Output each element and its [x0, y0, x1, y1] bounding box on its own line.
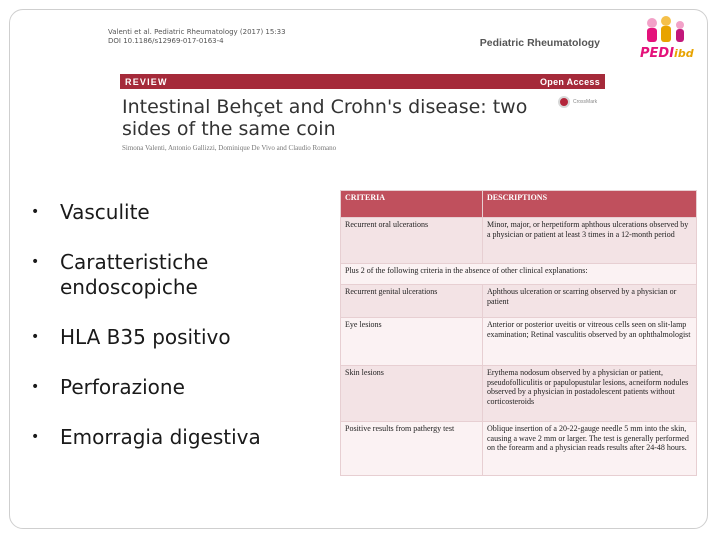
- logo-text-suffix: ibd: [674, 47, 694, 60]
- column-header: DESCRIPTIONS: [483, 191, 697, 218]
- bullet-list: [27, 190, 317, 450]
- criteria-cell: Recurrent oral ulcerations: [341, 218, 483, 264]
- description-cell: Anterior or posterior uveitis or vitreous cells seen on slit-lamp examination; Retinal vasculitis observed by an ophthalmologist: [483, 318, 697, 366]
- table-row: [341, 422, 697, 476]
- description-cell: Erythema nodosum observed by a physician or patient, pseudofolliculitis or papulopustular lesions, acneiform nodules observed by a physician in postadolescent patients without corticosteroids: [483, 366, 697, 422]
- description-cell: Minor, major, or herpetiform aphthous ulcerations observed by a physician or patient at least 3 times in a 12-month period: [483, 218, 697, 264]
- table-row: [341, 264, 697, 285]
- table-row: [341, 285, 697, 318]
- crossmark-icon: [558, 96, 570, 108]
- article-title: [122, 96, 542, 140]
- title-line-1: Intestinal Behçet and Crohn's disease: two: [122, 96, 528, 118]
- journal-name: Pediatric Rheumatology: [479, 37, 600, 49]
- criteria-cell: Eye lesions: [341, 318, 483, 366]
- pediibd-logo: [638, 16, 700, 66]
- open-access-label: Open Access: [540, 76, 600, 87]
- criteria-cell: Recurrent genital ulcerations: [341, 285, 483, 318]
- logo-wordmark: [640, 46, 694, 61]
- criteria-cell: Skin lesions: [341, 366, 483, 422]
- table-row: [341, 366, 697, 422]
- citation-line: Valenti et al. Pediatric Rheumatology (2017) 15:33: [108, 28, 286, 36]
- logo-text-main: PEDI: [640, 46, 675, 61]
- article-header-image: [108, 22, 608, 162]
- review-bar: [120, 74, 605, 89]
- description-cell: Aphthous ulceration or scarring observed by a physician or patient: [483, 285, 697, 318]
- bullet-item: • Emorragia digestiva: [27, 425, 317, 450]
- review-label: REVIEW: [125, 76, 168, 87]
- bullet-item: • HLA B35 positivo: [27, 325, 317, 350]
- doi-line: DOI 10.1186/s12969-017-0163-4: [108, 37, 224, 45]
- bullet-item: • Perforazione: [27, 375, 317, 400]
- criteria-cell: Positive results from pathergy test: [341, 422, 483, 476]
- description-cell: Oblique insertion of a 20-22-gauge needle 5 mm into the skin, causing a wave 2 mm or larger. The test is generally performed on the forearm and a physician reads results after 24-48 hours.: [483, 422, 697, 476]
- table-row: [341, 218, 697, 264]
- note-cell: Plus 2 of the following criteria in the absence of other clinical explanations:: [341, 264, 697, 285]
- bullet-item: • Vasculite: [27, 200, 317, 225]
- children-figures-icon: [638, 16, 700, 48]
- authors: Simona Valenti, Antonio Gallizzi, Dominique De Vivo and Claudio Romano: [122, 144, 337, 152]
- citation: [108, 28, 286, 46]
- crossmark-badge: [558, 96, 597, 108]
- crossmark-label: CrossMark: [573, 99, 598, 105]
- bullet-item: • Caratteristiche endoscopiche: [27, 250, 317, 300]
- column-header: CRITERIA: [341, 191, 483, 218]
- table-header-row: [341, 191, 697, 218]
- criteria-table: [340, 190, 697, 476]
- title-line-2: sides of the same coin: [122, 118, 336, 140]
- table-row: [341, 318, 697, 366]
